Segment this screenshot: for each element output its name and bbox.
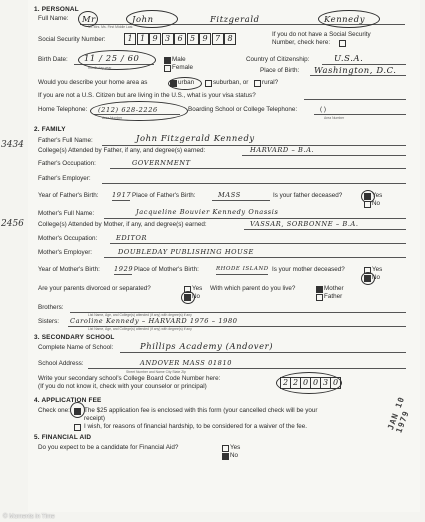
father-college-label: College(s) Attended by Father, if any, and degree(s) earned: xyxy=(38,147,206,154)
school-name-label: Complete Name of School: xyxy=(38,344,114,351)
financial-aid-question: Do you expect to be a candidate for Financial Aid? xyxy=(38,444,179,451)
mother-name-value: Jacqueline Bouvier Kennedy Onassis xyxy=(136,208,279,216)
section-5-header: 5. FINANCIAL AID xyxy=(34,434,92,441)
divorced-yes-label: Yes xyxy=(192,285,203,292)
college-code-digit-box[interactable]: 2 xyxy=(290,377,301,389)
divorced-no-label: No xyxy=(192,293,201,300)
college-code-digit-box[interactable]: 0 xyxy=(310,377,321,389)
father-occupation-label: Father's Occupation: xyxy=(38,160,96,167)
mother-deceased-no-label: No xyxy=(372,274,381,281)
sisters-value: Caroline Kennedy – HARVARD 1976 – 1980 xyxy=(70,317,238,325)
no-ssn-label-line2: Number, check here: xyxy=(272,39,331,46)
birthplace-line xyxy=(310,75,406,76)
last-name-circle xyxy=(318,10,380,28)
received-date-stamp: JAN 10 1979 xyxy=(386,395,411,435)
ssn-digit-box[interactable]: 5 xyxy=(187,33,199,45)
college-code-label-line2: (If you do not know it, check with your counselor or principal) xyxy=(38,383,207,390)
financial-aid-no-label: No xyxy=(230,452,239,459)
middle-name-value: Fitzgerald xyxy=(210,14,260,24)
name-title-value: Mr xyxy=(82,14,96,24)
father-occupation-line xyxy=(110,168,406,169)
margin-note-3434: 3434 xyxy=(1,140,24,150)
section-4-header: 4. APPLICATION FEE xyxy=(34,397,102,404)
mother-birthplace-line xyxy=(216,274,268,275)
school-address-label: School Address: xyxy=(38,360,84,367)
birth-date-value: 11 / 25 / 60 xyxy=(84,53,140,63)
brothers-label: Brothers: xyxy=(38,304,64,311)
ssn-digit-box[interactable]: 8 xyxy=(224,33,236,45)
lives-with-father-label: Father xyxy=(324,293,343,300)
college-code-label-line1: Write your secondary school's College Board Code Number here: xyxy=(38,375,221,382)
mother-birth-year-line xyxy=(114,274,132,275)
mother-college-label: College(s) Attended by Mother, if any, and degree(s) earned: xyxy=(38,221,207,228)
mother-birth-year-value: 1929 xyxy=(114,265,134,273)
father-employer-label: Father's Employer: xyxy=(38,175,91,182)
section-2-header: 2. FAMILY xyxy=(34,126,66,133)
female-checkbox[interactable] xyxy=(164,65,171,72)
mother-deceased-yes-label: Yes xyxy=(372,266,383,273)
mother-birth-year-label: Year of Mother's Birth: xyxy=(38,266,100,273)
birth-date-label: Birth Date: xyxy=(38,56,68,63)
lives-with-label: With which parent do you live? xyxy=(210,285,296,292)
financial-aid-yes-checkbox[interactable] xyxy=(222,445,229,452)
section-1-header: 1. PERSONAL xyxy=(34,6,79,13)
father-birth-year-line xyxy=(112,200,130,201)
mother-employer-value: DOUBLEDAY PUBLISHING HOUSE xyxy=(118,248,254,256)
ssn-digit-box[interactable]: 6 xyxy=(174,33,186,45)
first-name-circle xyxy=(126,10,178,28)
mother-employer-label: Mother's Employer: xyxy=(38,249,93,256)
father-deceased-yes-label: Yes xyxy=(372,192,383,199)
urban-label: urban xyxy=(178,79,195,86)
lives-with-mother-checkbox[interactable] xyxy=(316,286,323,293)
ssn-label: Social Security Number: xyxy=(38,36,106,43)
father-employer-line xyxy=(102,183,406,184)
sisters-subcaption: List Name, Age, and College(s) attended (if any) with degree(s) if any xyxy=(88,327,192,331)
fee-enclosed-label-line1: The $25 application fee is enclosed with this form (your cancelled check will be your xyxy=(84,407,318,414)
mother-name-line xyxy=(104,218,406,219)
mother-birthplace-value: RHODE ISLAND xyxy=(216,266,269,272)
visa-status-line xyxy=(304,99,406,100)
home-phone-value: (212) 628-2226 xyxy=(98,106,158,114)
divorced-label: Are your parents divorced or separated? xyxy=(38,285,151,292)
home-area-label: Would you describe your home area as xyxy=(38,79,148,86)
mother-occupation-line xyxy=(110,243,406,244)
suburban-label: suburban, or xyxy=(213,79,249,86)
urban-circle xyxy=(168,77,202,90)
mother-birthplace-label: Place of Mother's Birth: xyxy=(134,266,199,273)
ssn-digit-box[interactable]: 9 xyxy=(199,33,211,45)
watermark: © Moments in Time xyxy=(3,514,55,520)
financial-aid-no-checkbox[interactable] xyxy=(222,453,229,460)
father-birth-year-label: Year of Father's Birth: xyxy=(38,192,99,199)
father-birthplace-value: MASS xyxy=(218,191,241,199)
check-one-label: Check one: xyxy=(38,407,70,414)
college-code-digit-box[interactable]: 0 xyxy=(330,377,341,389)
father-birthplace-line xyxy=(212,200,270,201)
ssn-digit-box[interactable]: 7 xyxy=(212,33,224,45)
financial-aid-yes-label: Yes xyxy=(230,444,241,451)
ssn-digit-box[interactable]: 3 xyxy=(162,33,174,45)
male-checkbox[interactable] xyxy=(164,57,171,64)
father-deceased-no-checkbox[interactable] xyxy=(364,201,371,208)
father-birth-year-value: 1917 xyxy=(112,191,132,199)
suburban-checkbox[interactable] xyxy=(205,80,212,87)
rural-label: rural? xyxy=(262,79,279,86)
school-address-subcaption: Street Number and Name City State Zip xyxy=(126,370,186,374)
male-label: Male xyxy=(172,56,186,63)
section-3-header: 3. SECONDARY SCHOOL xyxy=(34,334,115,341)
visa-status-label: If you are not a U.S. Citizen but are living in the U.S., what is your visa status? xyxy=(38,92,256,99)
fee-enclosed-label-line2: receipt) xyxy=(84,415,105,422)
birth-date-subcaption: month day year xyxy=(88,66,112,70)
full-name-label: Full Name: xyxy=(38,15,69,22)
boarding-phone-value: ( ) xyxy=(320,106,326,113)
fee-enclosed-circle xyxy=(70,402,85,418)
ssn-digit-box[interactable]: 1 xyxy=(137,33,149,45)
mother-occupation-label: Mother's Occupation: xyxy=(38,235,98,242)
application-form-sheet xyxy=(28,0,420,512)
school-name-value: Phillips Academy (Andover) xyxy=(140,341,274,351)
rural-checkbox[interactable] xyxy=(254,80,261,87)
birthplace-label: Place of Birth: xyxy=(260,67,300,74)
father-occupation-value: GOVERNMENT xyxy=(132,159,191,167)
school-name-line xyxy=(120,352,406,353)
lives-with-mother-label: Mother xyxy=(324,285,344,292)
boarding-phone-label: Boarding School or College Telephone: xyxy=(188,106,298,113)
no-ssn-label-line1: If you do not have a Social Security xyxy=(272,31,371,38)
school-address-line xyxy=(88,368,406,369)
mother-employer-line xyxy=(104,257,406,258)
father-college-value: HARVARD – B.A. xyxy=(250,146,315,154)
fee-waiver-label: I wish, for reasons of financial hardship, to be considered for a waiver of the fee. xyxy=(84,423,307,430)
last-name-value: Kennedy xyxy=(324,14,366,24)
college-code-digit-box[interactable]: 0 xyxy=(300,377,311,389)
no-ssn-checkbox[interactable] xyxy=(339,40,346,47)
mother-deceased-label: Is your mother deceased? xyxy=(272,266,345,273)
mother-deceased-no-circle xyxy=(361,272,375,285)
home-phone-subcaption: Area Number xyxy=(102,116,123,120)
father-name-label: Father's Full Name: xyxy=(38,137,93,144)
first-name-value: John xyxy=(132,14,154,24)
ssn-digit-box[interactable]: 9 xyxy=(149,33,161,45)
home-phone-label: Home Telephone: xyxy=(38,106,88,113)
father-birthplace-label: Place of Father's Birth: xyxy=(132,192,196,199)
boarding-phone-subcaption: Area Number xyxy=(324,116,345,120)
mother-college-line xyxy=(244,229,406,230)
college-code-digit-box[interactable]: 2 xyxy=(280,377,291,389)
father-college-line xyxy=(242,155,406,156)
ssn-digit-box[interactable]: 1 xyxy=(124,33,136,45)
fee-waiver-checkbox[interactable] xyxy=(74,424,81,431)
father-name-value: John Fitzgerald Kennedy xyxy=(136,133,255,143)
mother-college-value: VASSAR, SORBONNE – B.A. xyxy=(250,220,359,228)
father-deceased-label: Is your father deceased? xyxy=(273,192,343,199)
college-code-digit-box[interactable]: 3 xyxy=(320,377,331,389)
mother-name-label: Mother's Full Name: xyxy=(38,210,95,217)
sisters-label: Sisters: xyxy=(38,318,59,325)
citizenship-label: Country of Citizenship: xyxy=(246,56,310,63)
school-address-value: ANDOVER MASS 01810 xyxy=(140,359,233,367)
brothers-subcaption: List Name, Age, and College(s) attended (if any) with degree(s) if any xyxy=(88,313,192,317)
name-subcaption: Mr. Mrs. Ms. First Middle Last xyxy=(88,25,133,29)
mother-occupation-value: EDITOR xyxy=(116,234,148,242)
margin-note-2456: 2456 xyxy=(1,219,24,229)
birthplace-value: Washington, D.C. xyxy=(314,65,397,75)
father-deceased-no-label: No xyxy=(372,200,381,207)
divorced-no-circle xyxy=(181,291,195,304)
lives-with-father-checkbox[interactable] xyxy=(316,294,323,301)
boarding-phone-line xyxy=(314,114,406,115)
female-label: Female xyxy=(172,64,193,71)
citizenship-value: U.S.A. xyxy=(334,53,364,63)
